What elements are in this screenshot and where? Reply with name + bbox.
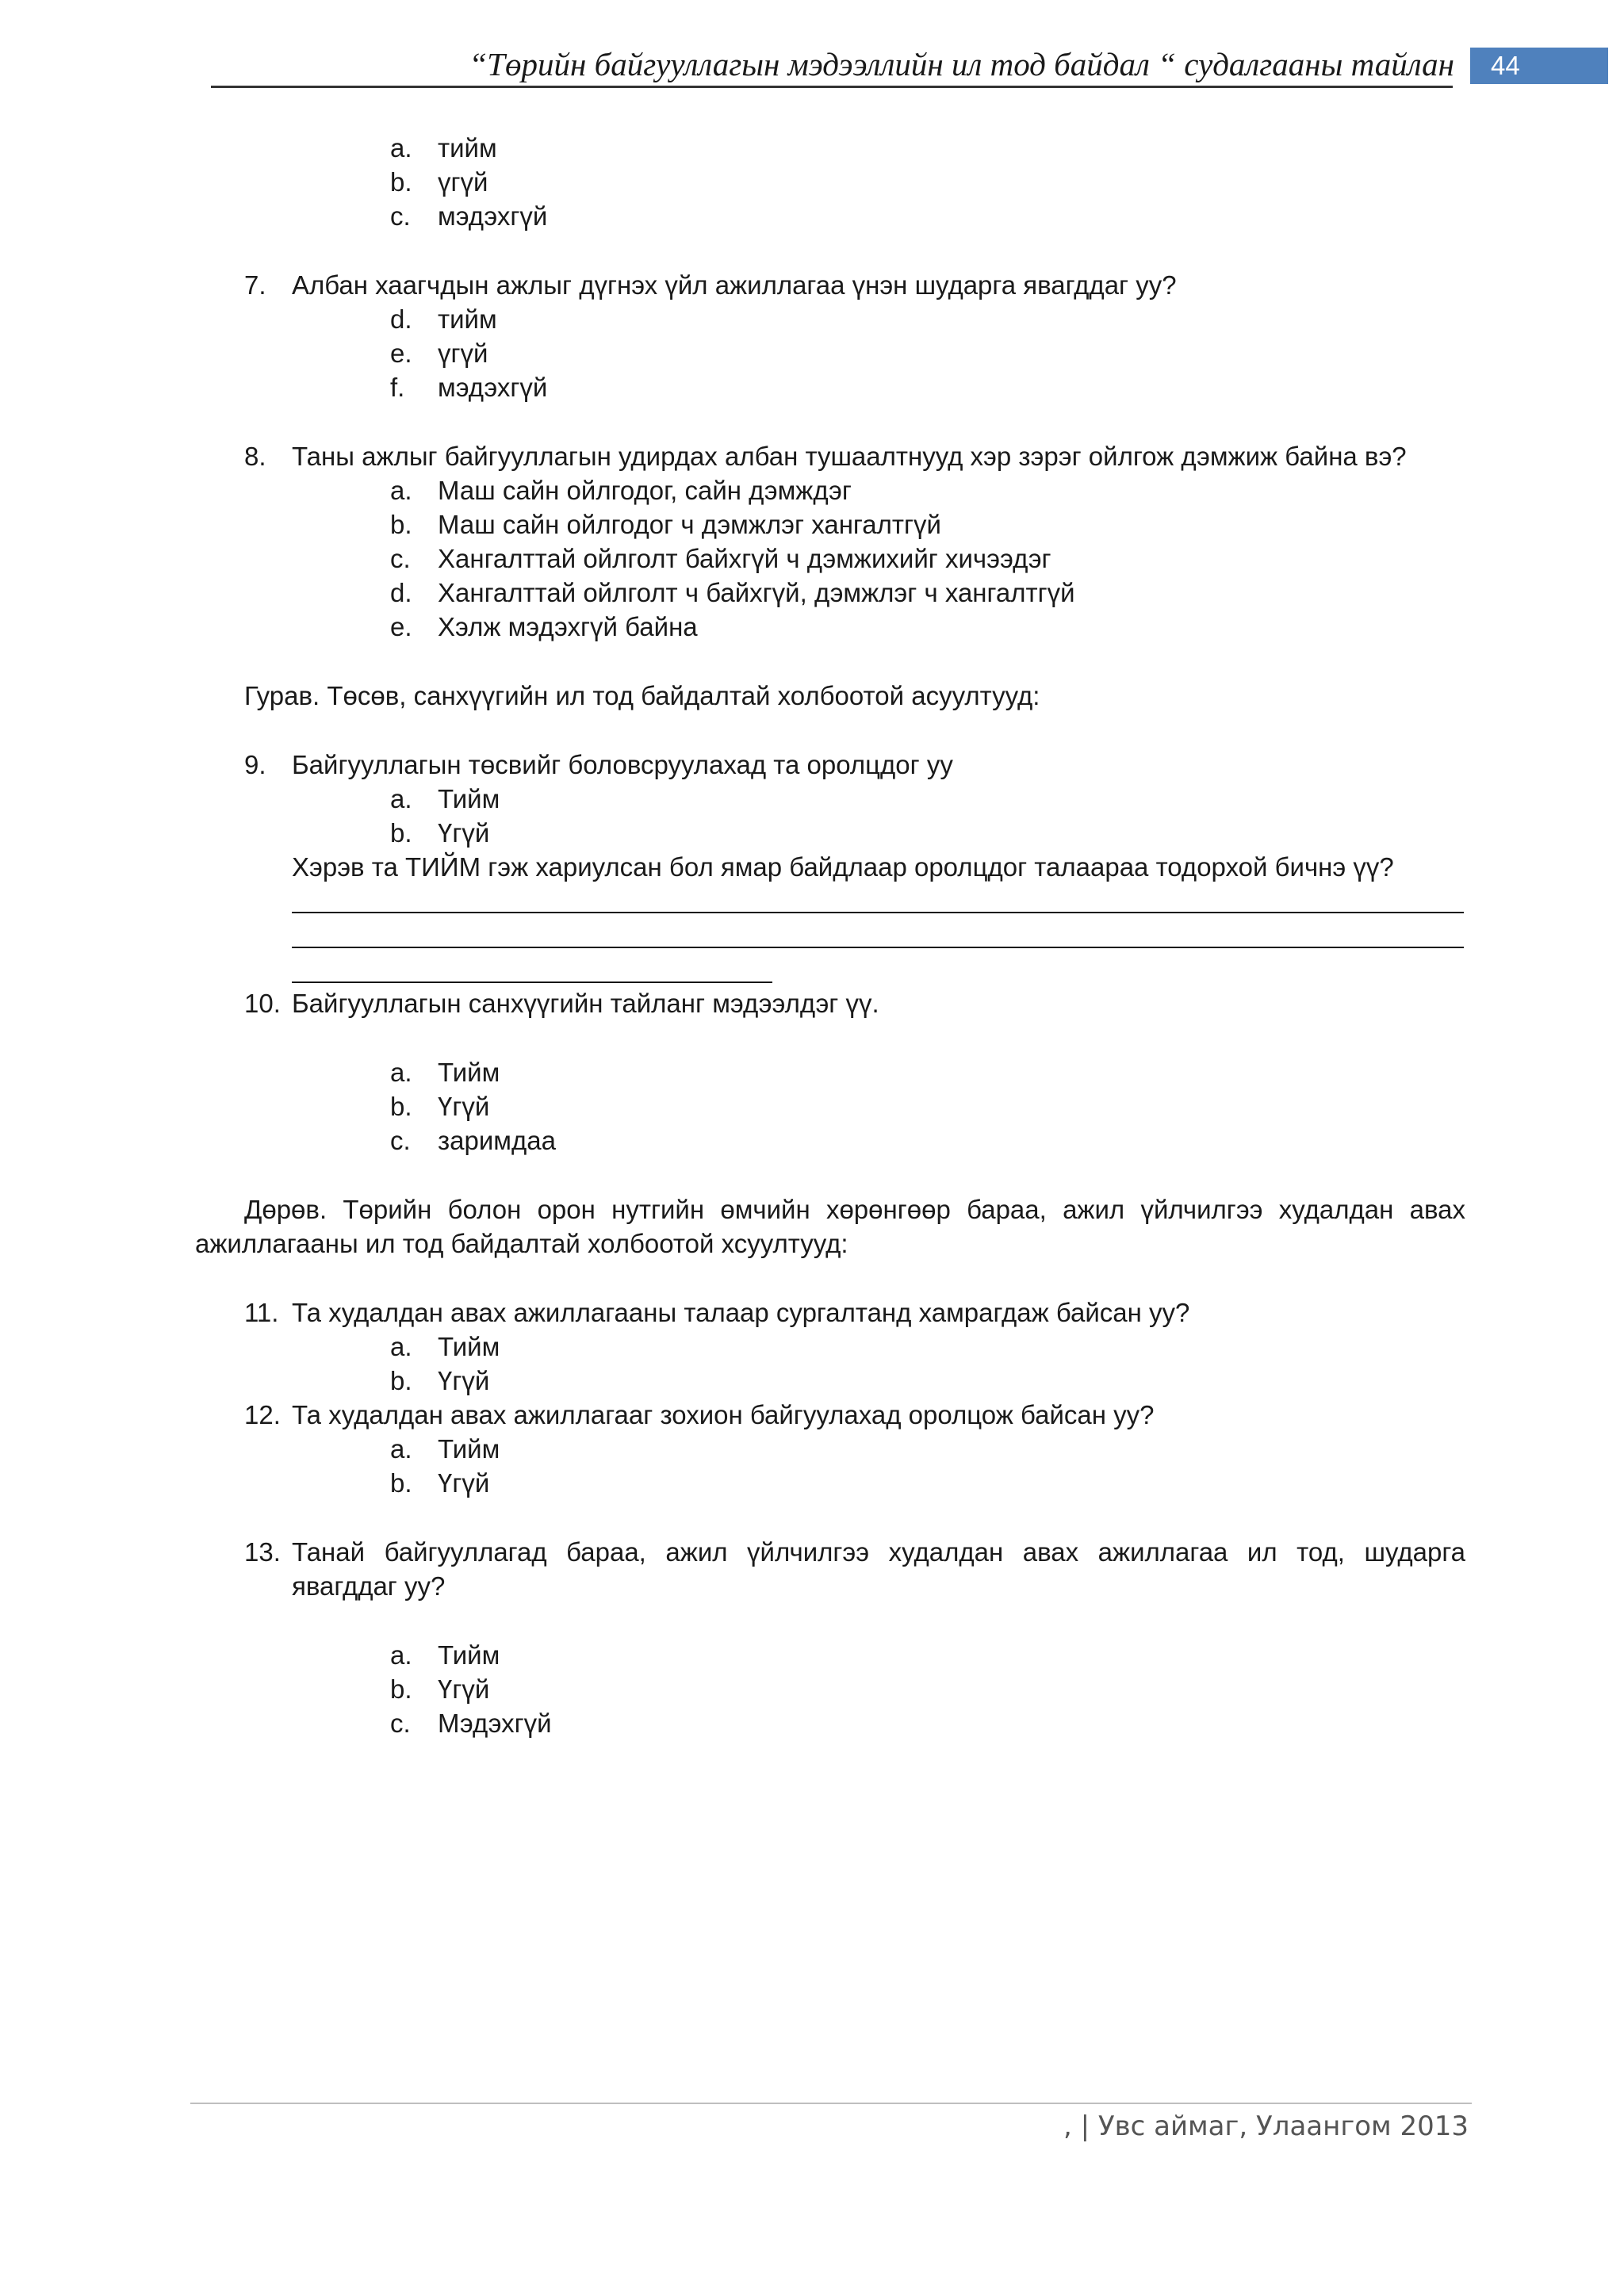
question-13: 13. Танай байгууллагад бараа, ажил үйлчилгээ худалдан авах ажиллагаа ил тод, шударга [244, 1537, 1465, 1567]
list-item: b. Үгүй [390, 1468, 490, 1498]
list-item: a. Маш сайн ойлгодог, сайн дэмждэг [390, 476, 852, 505]
answer-line [292, 982, 772, 983]
question-11: 11. Та худалдан авах ажиллагааны талаар сургалтанд хамрагдаж байсан уу? [244, 1298, 1190, 1327]
question-7: 7. Албан хаагчдын ажлыг дүгнэх үйл ажиллагаа үнэн шударга явагддаг уу? [244, 270, 1177, 300]
list-item: e. үгүй [390, 339, 488, 368]
list-item: e. Хэлж мэдэхгүй байна [390, 612, 698, 641]
list-item: a. Тийм [390, 1434, 500, 1464]
list-item: a. Тийм [390, 1640, 500, 1670]
section-heading-3: Гурав. Төсөв, санхүүгийн ил тод байдалтай холбоотой асуултууд: [244, 681, 1040, 710]
list-item: a. Тийм [390, 1332, 500, 1361]
list-item: c. заримдаа [390, 1126, 556, 1155]
question-13-cont: явагддаг уу? [292, 1571, 446, 1601]
list-item: a. Тийм [390, 784, 500, 813]
list-item: a. тийм [390, 133, 497, 163]
followup-prompt: Хэрэв та ТИЙМ гэж хариулсан бол ямар байдлаар оролцдог талаараа тодорхой бичнэ үү? [292, 852, 1394, 882]
list-item: f. мэдэхгүй [390, 373, 548, 402]
question-10: 10. Байгууллагын санхүүгийн тайланг мэдээлдэг үү. [244, 989, 879, 1018]
list-item: d. тийм [390, 304, 497, 334]
question-9: 9. Байгууллагын төсвийг боловсруулахад та оролцдог уу [244, 750, 953, 779]
list-item: b. Үгүй [390, 1092, 490, 1121]
answer-line [292, 912, 1464, 913]
footer-text: , | Увс аймаг, Улаангом 2013 [1063, 2110, 1469, 2142]
footer-rule [190, 2103, 1472, 2104]
list-item: c. мэдэхгүй [390, 201, 548, 231]
page-number: 44 [1470, 48, 1608, 84]
list-item: b. үгүй [390, 167, 488, 197]
list-item: b. Маш сайн ойлгодог ч дэмжлэг хангалтгүй [390, 510, 941, 539]
header-rule [211, 86, 1453, 88]
list-item: c. Хангалттай ойлголт байхгүй ч дэмжихийг хичээдэг [390, 544, 1051, 573]
question-8: 8. Таны ажлыг байгууллагын удирдах албан тушаалтнууд хэр зэрэг ойлгож дэмжиж байна вэ? [244, 442, 1407, 471]
list-item: c. Мэдэхгүй [390, 1709, 552, 1738]
section-heading-4-cont: ажиллагааны ил тод байдалтай холбоотой хсуултууд: [195, 1229, 848, 1258]
question-12: 12. Та худалдан авах ажиллагааг зохион байгуулахад оролцож байсан уу? [244, 1400, 1155, 1429]
answer-line [292, 947, 1464, 948]
list-item: b. Үгүй [390, 1366, 490, 1395]
running-header-title: “Төрийн байгууллагын мэдээллийн ил тод байдал “ судалгааны тайлан [469, 46, 1454, 82]
section-heading-4: Дөрөв. Төрийн болон орон нутгийн өмчийн хөрөнгөөр бараа, ажил үйлчилгээ худалдан авах [244, 1195, 1465, 1224]
list-item: d. Хангалттай ойлголт ч байхгүй, дэмжлэг ч хангалтгүй [390, 578, 1075, 607]
list-item: b. Үгүй [390, 1674, 490, 1704]
list-item: b. Үгүй [390, 818, 490, 848]
list-item: a. Тийм [390, 1058, 500, 1087]
